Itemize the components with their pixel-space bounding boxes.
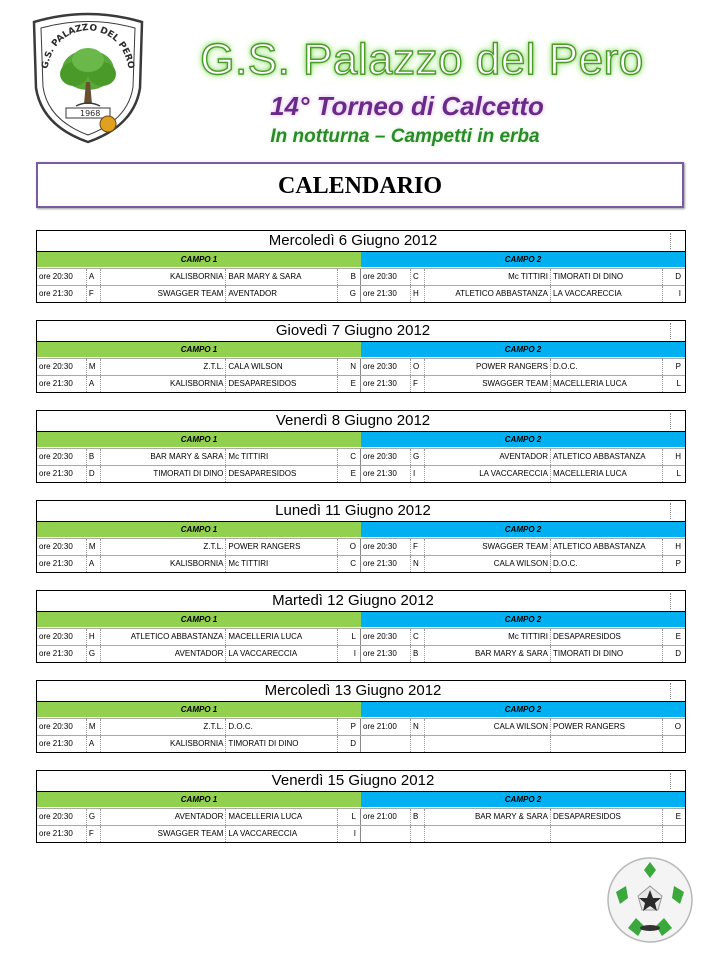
campo2-match (361, 376, 685, 392)
campo2-label: CAMPO 2 (361, 432, 685, 447)
group-away: B (350, 272, 356, 281)
header-divider (670, 773, 671, 789)
team-home: KALISBORNIA (101, 269, 227, 285)
team-home: SWAGGER TEAM (101, 826, 227, 842)
team-away: TIMORATI DI DINO (226, 736, 338, 752)
day-date: Giovedì 7 Giugno 2012 (275, 322, 431, 339)
group-away: L (676, 379, 681, 388)
campo2-match (361, 539, 685, 555)
match-row (37, 375, 685, 392)
campo2-match (361, 466, 685, 482)
team-away: DESAPARESIDOS (226, 466, 338, 482)
team-home: CALA WILSON (425, 719, 551, 735)
group-home: A (87, 376, 101, 392)
match-row (37, 448, 685, 465)
match-time: ore 21:30 (361, 646, 411, 662)
group-home: A (87, 269, 101, 285)
campo1-match (37, 376, 361, 392)
day-block (36, 680, 686, 753)
team-away: TIMORATI DI DINO (551, 646, 663, 662)
group-away: H (675, 542, 681, 551)
campo2-match (361, 826, 685, 842)
group-away: E (350, 469, 356, 478)
day-header (37, 771, 685, 792)
campo2-label: CAMPO 2 (361, 702, 685, 717)
campo2-match (361, 449, 685, 465)
header-divider (670, 323, 671, 339)
day-block (36, 410, 686, 483)
team-home: TIMORATI DI DINO (101, 466, 227, 482)
campo2-match (361, 556, 685, 572)
team-home: AVENTADOR (425, 449, 551, 465)
field-labels-row (37, 342, 685, 358)
team-away: ATLETICO ABBASTANZA (551, 539, 663, 555)
campo1-match (37, 719, 361, 735)
group-away: D (675, 649, 681, 658)
group-home: M (87, 359, 101, 375)
match-time: ore 20:30 (37, 629, 87, 645)
campo1-match (37, 629, 361, 645)
header-divider (670, 503, 671, 519)
header-divider (670, 233, 671, 249)
campo1-match (37, 449, 361, 465)
group-away: E (350, 379, 356, 388)
match-row (37, 825, 685, 842)
team-home: POWER RANGERS (425, 359, 551, 375)
campo1-label: CAMPO 1 (37, 612, 361, 627)
group-away: I (678, 289, 681, 298)
day-block (36, 230, 686, 303)
team-home: Mc TITTIRI (425, 629, 551, 645)
group-home: B (87, 449, 101, 465)
field-labels-row (37, 792, 685, 808)
team-away: DESAPARESIDOS (226, 376, 338, 392)
group-home: G (87, 646, 101, 662)
team-home: BAR MARY & SARA (425, 809, 551, 825)
page-title: G.S. Palazzo del Pero (200, 35, 644, 84)
campo2-label: CAMPO 2 (361, 252, 685, 267)
team-away (551, 826, 663, 842)
group-away: I (353, 829, 356, 838)
match-row (37, 628, 685, 645)
campo2-match (361, 646, 685, 662)
team-home: SWAGGER TEAM (101, 286, 227, 302)
match-time: ore 21:30 (361, 466, 411, 482)
day-date: Martedì 12 Giugno 2012 (272, 592, 434, 609)
campo1-match (37, 809, 361, 825)
match-time: ore 21:30 (37, 556, 87, 572)
day-block (36, 320, 686, 393)
campo2-label: CAMPO 2 (361, 342, 685, 357)
day-header (37, 321, 685, 342)
match-row (37, 735, 685, 752)
campo1-match (37, 359, 361, 375)
team-away (551, 736, 663, 752)
group-away: I (353, 649, 356, 658)
group-home: F (87, 286, 101, 302)
match-time: ore 21:30 (361, 376, 411, 392)
team-away: LA VACCARECCIA (226, 826, 338, 842)
group-away: N (350, 362, 356, 371)
campo1-label: CAMPO 1 (37, 432, 361, 447)
match-time: ore 20:30 (361, 629, 411, 645)
campo2-match (361, 269, 685, 285)
group-home: C (411, 629, 425, 645)
calendar-heading-box (36, 162, 684, 208)
group-away: C (350, 452, 356, 461)
campo1-match (37, 286, 361, 302)
group-away: E (675, 632, 681, 641)
group-home: N (411, 719, 425, 735)
day-block (36, 500, 686, 573)
campo1-match (37, 269, 361, 285)
team-home: Z.T.L. (101, 359, 227, 375)
match-time: ore 21:30 (37, 646, 87, 662)
logo-year: 1968 (80, 109, 101, 118)
team-home (425, 826, 551, 842)
group-home: M (87, 719, 101, 735)
match-time: ore 20:30 (37, 719, 87, 735)
group-away: D (350, 739, 356, 748)
campo1-match (37, 646, 361, 662)
calendar-heading: CALENDARIO (277, 173, 442, 199)
campo2-match (361, 736, 685, 752)
team-home: AVENTADOR (101, 646, 227, 662)
tournament-subtitle: 14° Torneo di Calcetto (270, 91, 544, 121)
day-block (36, 590, 686, 663)
field-labels-row (37, 702, 685, 718)
group-home (411, 826, 425, 842)
match-time (361, 826, 411, 842)
team-away: DESAPARESIDOS (551, 809, 663, 825)
campo2-match (361, 809, 685, 825)
match-time: ore 20:30 (37, 359, 87, 375)
team-home: SWAGGER TEAM (425, 376, 551, 392)
team-home: LA VACCARECCIA (425, 466, 551, 482)
group-home: B (411, 809, 425, 825)
match-time: ore 20:30 (361, 269, 411, 285)
campo1-match (37, 736, 361, 752)
group-home: H (87, 629, 101, 645)
group-away: O (674, 722, 681, 731)
campo2-match (361, 629, 685, 645)
team-home: BAR MARY & SARA (101, 449, 227, 465)
group-home: A (87, 556, 101, 572)
group-home: F (411, 376, 425, 392)
match-row (37, 718, 685, 735)
team-home: ATLETICO ABBASTANZA (101, 629, 227, 645)
match-time: ore 20:30 (361, 539, 411, 555)
group-away: E (675, 812, 681, 821)
team-away: BAR MARY & SARA (226, 269, 338, 285)
match-row (37, 358, 685, 375)
match-row (37, 268, 685, 285)
team-home: KALISBORNIA (101, 556, 227, 572)
match-time: ore 20:30 (361, 359, 411, 375)
campo1-match (37, 826, 361, 842)
match-time: ore 21:30 (37, 826, 87, 842)
group-home: G (411, 449, 425, 465)
campo1-label: CAMPO 1 (37, 702, 361, 717)
day-header (37, 501, 685, 522)
match-time: ore 20:30 (361, 449, 411, 465)
group-home: M (87, 539, 101, 555)
header-divider (670, 593, 671, 609)
team-away: ATLETICO ABBASTANZA (551, 449, 663, 465)
soccer-ball-icon (606, 856, 694, 944)
campo1-label: CAMPO 1 (37, 342, 361, 357)
match-row (37, 808, 685, 825)
team-away: D.O.C. (226, 719, 338, 735)
day-date: Venerdì 8 Giugno 2012 (275, 412, 431, 429)
match-time: ore 21:00 (361, 809, 411, 825)
group-home: F (87, 826, 101, 842)
group-away: H (675, 452, 681, 461)
day-header (37, 591, 685, 612)
group-away: L (351, 632, 356, 641)
group-home: N (411, 556, 425, 572)
match-time: ore 20:30 (37, 809, 87, 825)
group-away: P (675, 559, 681, 568)
day-date: Venerdì 15 Giugno 2012 (271, 772, 435, 789)
team-away: MACELLERIA LUCA (226, 629, 338, 645)
team-away: CALA WILSON (226, 359, 338, 375)
match-row (37, 645, 685, 662)
group-away: C (350, 559, 356, 568)
day-block (36, 770, 686, 843)
day-date: Mercoledì 13 Giugno 2012 (264, 682, 442, 699)
group-home: C (411, 269, 425, 285)
group-home: F (411, 539, 425, 555)
match-row (37, 538, 685, 555)
campo2-match (361, 359, 685, 375)
team-away: TIMORATI DI DINO (551, 269, 663, 285)
field-labels-row (37, 432, 685, 448)
match-time: ore 20:30 (37, 269, 87, 285)
match-time: ore 21:00 (361, 719, 411, 735)
match-time: ore 21:30 (361, 556, 411, 572)
campo2-label: CAMPO 2 (361, 792, 685, 807)
team-home: SWAGGER TEAM (425, 539, 551, 555)
campo2-match (361, 719, 685, 735)
campo2-label: CAMPO 2 (361, 522, 685, 537)
team-home: Z.T.L. (101, 719, 227, 735)
team-away: Mc TITTIRI (226, 449, 338, 465)
team-away: AVENTADOR (226, 286, 338, 302)
group-away (663, 826, 685, 842)
group-home: O (411, 359, 425, 375)
team-away: POWER RANGERS (551, 719, 663, 735)
match-time: ore 20:30 (37, 449, 87, 465)
group-away: P (675, 362, 681, 371)
group-away: G (349, 289, 356, 298)
team-away: D.O.C. (551, 556, 663, 572)
match-time: ore 21:30 (37, 286, 87, 302)
team-away: POWER RANGERS (226, 539, 338, 555)
team-away: LA VACCARECCIA (226, 646, 338, 662)
match-row (37, 465, 685, 482)
match-time: ore 20:30 (37, 539, 87, 555)
team-home: CALA WILSON (425, 556, 551, 572)
day-header (37, 231, 685, 252)
team-away: MACELLERIA LUCA (226, 809, 338, 825)
match-time (361, 736, 411, 752)
group-away: D (675, 272, 681, 281)
group-home: D (87, 466, 101, 482)
group-home: I (411, 466, 425, 482)
team-away: MACELLERIA LUCA (551, 376, 663, 392)
campo1-label: CAMPO 1 (37, 252, 361, 267)
day-header (37, 681, 685, 702)
group-away: L (351, 812, 356, 821)
group-away: P (350, 722, 356, 731)
group-away: L (676, 469, 681, 478)
header-divider (670, 683, 671, 699)
tournament-tagline: In notturna – Campetti in erba (270, 126, 540, 147)
group-home: A (87, 736, 101, 752)
group-home: G (87, 809, 101, 825)
match-row (37, 285, 685, 302)
campo1-match (37, 556, 361, 572)
campo2-label: CAMPO 2 (361, 612, 685, 627)
day-date: Lunedì 11 Giugno 2012 (275, 502, 431, 519)
day-header (37, 411, 685, 432)
group-home: H (411, 286, 425, 302)
group-home (411, 736, 425, 752)
team-home: Mc TITTIRI (425, 269, 551, 285)
team-away: DESAPARESIDOS (551, 629, 663, 645)
day-date: Mercoledì 6 Giugno 2012 (268, 232, 438, 249)
field-labels-row (37, 522, 685, 538)
group-home: B (411, 646, 425, 662)
campo1-label: CAMPO 1 (37, 792, 361, 807)
campo2-match (361, 286, 685, 302)
club-crest-tree-icon (24, 8, 152, 146)
logo-text: G.S. PALAZZO DEL PERO (40, 22, 136, 70)
team-away: Mc TITTIRI (226, 556, 338, 572)
campo1-match (37, 539, 361, 555)
team-away: D.O.C. (551, 359, 663, 375)
group-away: O (349, 542, 356, 551)
match-time: ore 21:30 (37, 736, 87, 752)
team-away: LA VACCARECCIA (551, 286, 663, 302)
match-time: ore 21:30 (361, 286, 411, 302)
field-labels-row (37, 252, 685, 268)
team-home: Z.T.L. (101, 539, 227, 555)
match-time: ore 21:30 (37, 376, 87, 392)
header-divider (670, 413, 671, 429)
field-labels-row (37, 612, 685, 628)
team-home: BAR MARY & SARA (425, 646, 551, 662)
team-home (425, 736, 551, 752)
team-home: KALISBORNIA (101, 376, 227, 392)
team-away: MACELLERIA LUCA (551, 466, 663, 482)
team-home: KALISBORNIA (101, 736, 227, 752)
group-away (663, 736, 685, 752)
campo1-label: CAMPO 1 (37, 522, 361, 537)
campo1-match (37, 466, 361, 482)
team-home: ATLETICO ABBASTANZA (425, 286, 551, 302)
match-time: ore 21:30 (37, 466, 87, 482)
match-row (37, 555, 685, 572)
team-home: AVENTADOR (101, 809, 227, 825)
